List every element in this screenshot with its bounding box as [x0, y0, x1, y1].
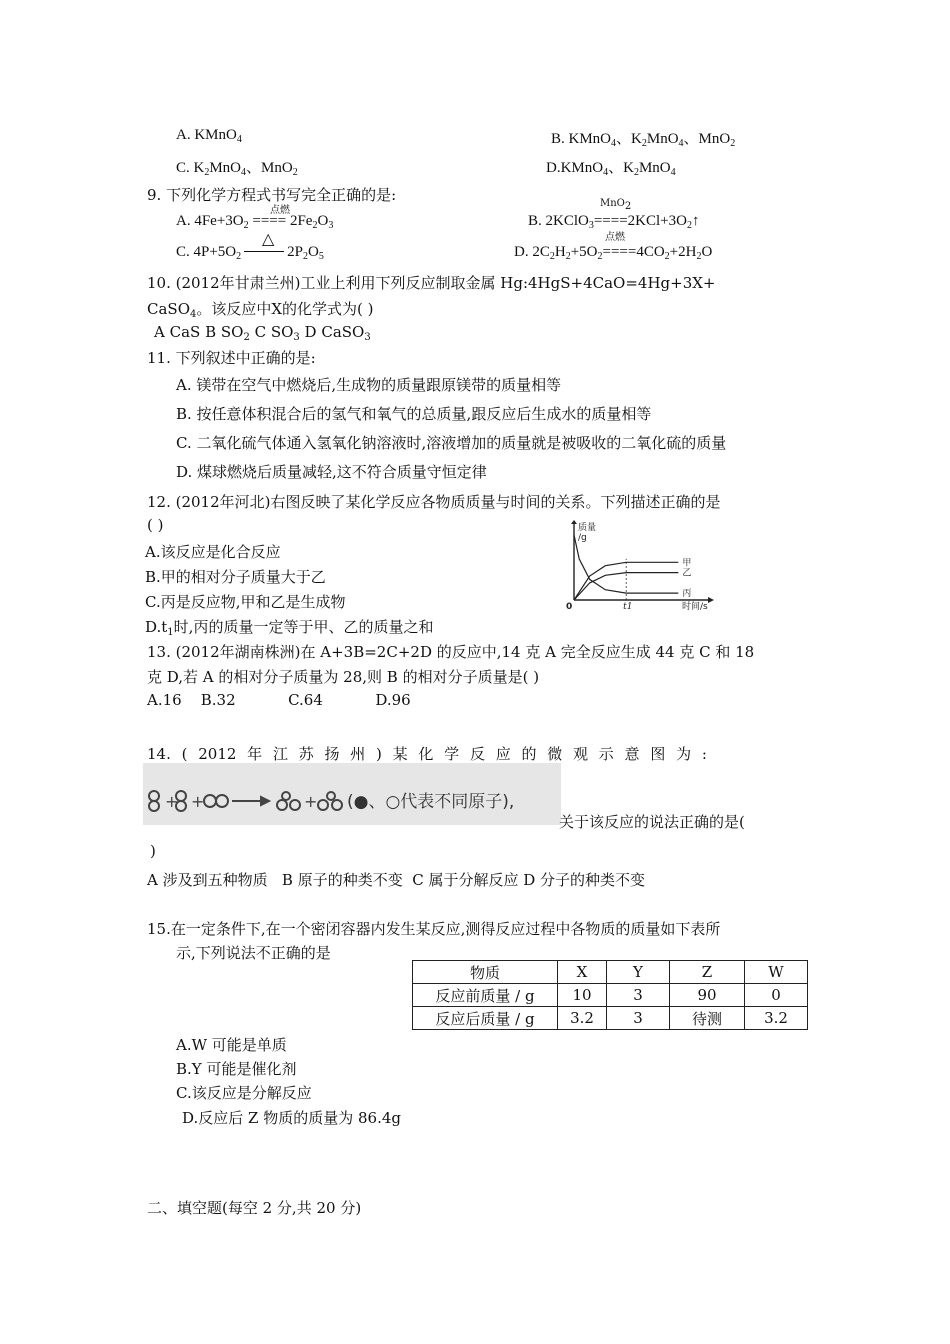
table-cell: 3 — [607, 984, 670, 1007]
q11-stem: 11. 下列叙述中正确的是: — [147, 349, 316, 367]
series-label: 甲 — [682, 558, 692, 569]
q15-option-d: D.反应后 Z 物质的质量为 86.4g — [182, 1109, 401, 1127]
q15-option-b: B.Y 可能是催化剂 — [176, 1060, 297, 1078]
table-row — [413, 1007, 808, 1030]
q12-option-a: A.该反应是化合反应 — [145, 543, 281, 561]
q9-option-b: B. $2KClO_3====2KCl+3O_2↑$ — [528, 213, 700, 231]
svg-text:+: + — [304, 792, 318, 811]
q9-d-condition: 点燃 — [605, 232, 625, 243]
q15-line2: 示,下列说法不正确的是 — [176, 944, 331, 962]
series-label: 乙 — [682, 568, 692, 579]
table-cell: X — [558, 961, 607, 984]
q10-line1: 10. (2012年甘肃兰州)工业上利用下列反应制取金属 Hg:4HgS+4CaO=4Hg+3X+ — [147, 274, 716, 292]
table-row — [413, 961, 808, 984]
molecule-scheme-image — [143, 763, 561, 825]
svg-text:+: + — [191, 792, 205, 811]
table-cell: Y — [607, 961, 670, 984]
table-cell: 物质 — [413, 961, 558, 984]
q10-line2: CaSO$_4$。该反应中X的化学式为( ) — [147, 300, 374, 320]
q15-mass-table — [412, 960, 808, 1030]
table-cell: 3.2 — [558, 1007, 607, 1030]
q12-option-d: $D.t_1$时,丙的质量一定等于甲、乙的质量之和 — [145, 618, 434, 638]
q14-reaction-diagram — [143, 763, 561, 825]
x-tick-label: t1 — [623, 602, 633, 612]
y-axis-label: 质量 — [578, 523, 597, 533]
q15-option-c: C.该反应是分解反应 — [176, 1084, 312, 1102]
q9-stem: 9. 下列化学方程式书写完全正确的是: — [147, 186, 397, 204]
q15-line1: 15.在一定条件下,在一个密闭容器内发生某反应,测得反应过程中各物质的质量如下表所 — [147, 920, 721, 938]
table-cell: W — [745, 961, 808, 984]
q9-option-d: D. $2C_2H_2+5O_2====4CO_2+2H_2O$ — [514, 244, 713, 262]
q12-paren: ( ) — [147, 516, 164, 534]
table-row — [413, 984, 808, 1007]
q11-option-c: C. 二氧化硫气体通入氢氧化钠溶液时,溶液增加的质量就是被吸收的二氧化硫的质量 — [176, 434, 727, 452]
q11-option-a: A. 镁带在空气中燃烧后,生成物的质量跟原镁带的质量相等 — [176, 376, 562, 394]
q8-option-d: D.KMnO$_4$、$K_2MnO_4$ — [546, 160, 676, 178]
q10-options: A CaS B $SO_2$ C $SO_3$ D CaSO$_3$ — [154, 323, 371, 343]
q13-options: A.16 B.32 C.64 D.96 — [147, 691, 411, 709]
q12-option-b: B.甲的相对分子质量大于乙 — [145, 568, 326, 586]
q8-option-c: C. $K_2MnO_4$、MnO$_2$ — [176, 160, 298, 178]
q14-options: A 涉及到五种物质 B 原子的种类不变 C 属于分解反应 D 分子的种类不变 — [147, 871, 646, 889]
q15-option-a: A.W 可能是单质 — [176, 1036, 287, 1054]
table-cell: 0 — [745, 984, 808, 1007]
q13-line1: 13. (2012年湖南株洲)在 A+3B=2C+2D 的反应中,14 克 A 完全反应生成 44 克 C 和 18 — [147, 643, 755, 661]
table-cell: 3 — [607, 1007, 670, 1030]
q9-c-condition: △ — [262, 229, 275, 248]
q11-option-b: B. 按任意体积混合后的氢气和氧气的总质量,跟反应后生成水的质量相等 — [176, 405, 652, 423]
q8-option-b: B. KMnO$_4$、$K_2MnO_4$、MnO$_2$ — [551, 131, 736, 149]
q14-image-legend: (●、○代表不同原子), — [347, 792, 515, 812]
q12-mass-time-chart — [562, 520, 722, 612]
table-cell: 3.2 — [745, 1007, 808, 1030]
svg-text:+: + — [165, 792, 179, 811]
q14-line1: 14. ( 2012 年 江 苏 扬 州 ) 某 化 学 反 应 的 微 观 示 意 图 为 : — [147, 745, 707, 763]
table-cell: 90 — [670, 984, 745, 1007]
table-cell: Z — [670, 961, 745, 984]
q12-stem: 12. (2012年河北)右图反映了某化学反应各物质质量与时间的关系。下列描述正确的是 — [147, 493, 721, 511]
table-cell: 反应后质量 / g — [413, 1007, 558, 1030]
q9-option-a: A. $4Fe+3O_2$ ==== $2Fe_2O_3$ — [176, 213, 334, 231]
x-axis-arrow — [708, 597, 714, 603]
table-cell: 反应前质量 / g — [413, 984, 558, 1007]
section-2-heading: 二、填空题(每空 2 分,共 20 分) — [147, 1199, 362, 1217]
series-label: 丙 — [682, 589, 692, 600]
y-axis-arrow — [571, 520, 577, 524]
table-cell: 10 — [558, 984, 607, 1007]
q14-line2: 关于该反应的说法正确的是( — [559, 813, 745, 831]
q14-paren-close: ) — [150, 842, 156, 860]
q13-line2: 克 D,若 A 的相对分子质量为 28,则 B 的相对分子质量是( ) — [147, 668, 540, 686]
q9-b-catalyst: MnO$_2$ — [600, 198, 632, 212]
y-axis-label-unit: /g — [578, 533, 587, 543]
q9-option-c: C. $4P+5O_2$ $2P_2O_5$ — [176, 244, 324, 262]
q9-a-condition: 点燃 — [270, 205, 290, 216]
x-axis-label: 时间/s — [682, 602, 708, 612]
q12-option-c: C.丙是反应物,甲和乙是生成物 — [145, 593, 346, 611]
x-tick-label: 0 — [566, 602, 573, 612]
q8-option-a: A. KMnO$_4$ — [176, 127, 242, 145]
table-cell: 待测 — [670, 1007, 745, 1030]
q11-option-d: D. 煤球燃烧后质量减轻,这不符合质量守恒定律 — [176, 463, 487, 481]
